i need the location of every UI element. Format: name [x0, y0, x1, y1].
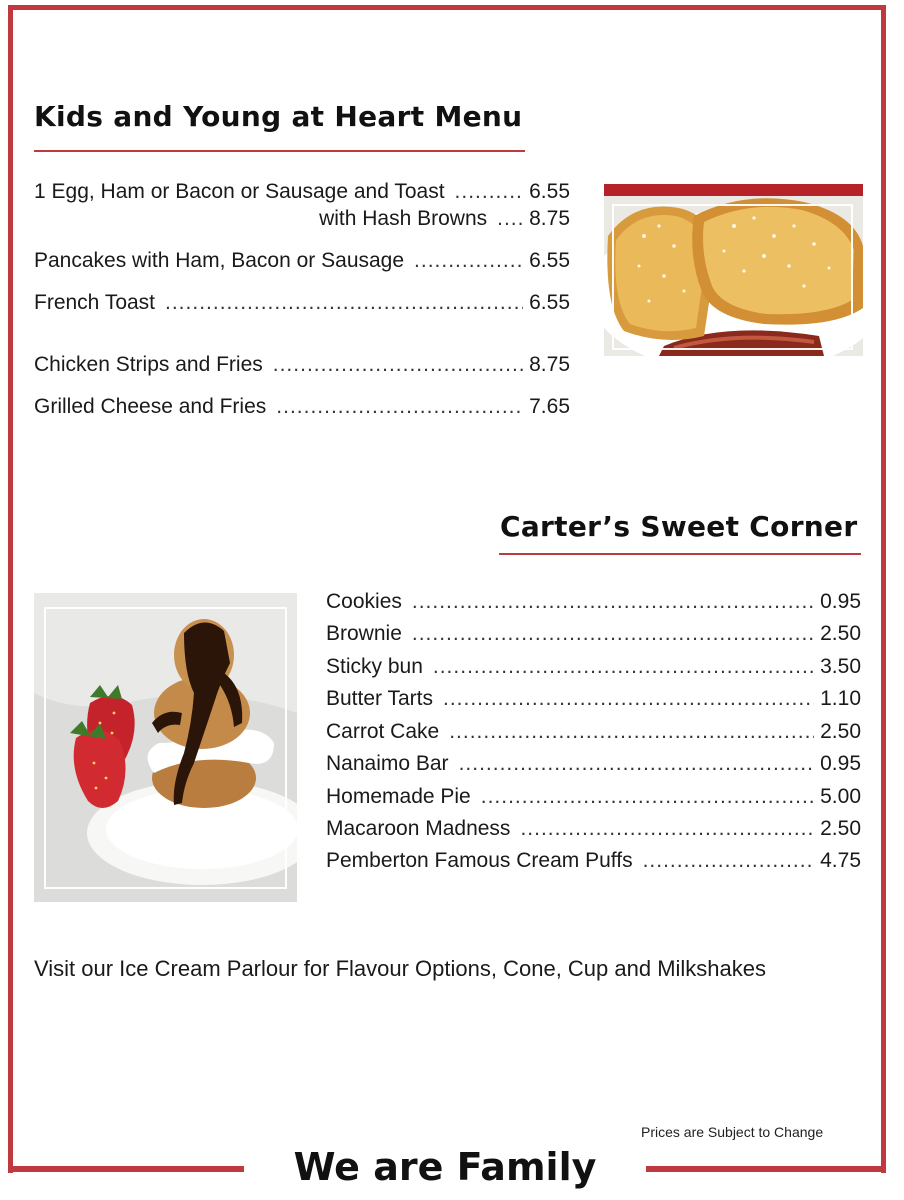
menu-item: [326, 784, 861, 810]
border-bottom-left: [8, 1166, 244, 1172]
item-name: 1 Egg, Ham or Bacon or Sausage and Toast: [34, 180, 445, 203]
kids-menu-underline: [34, 150, 525, 152]
menu-item: [34, 352, 570, 378]
dot-leader: [455, 179, 524, 205]
item-name: Pancakes with Ham, Bacon or Sausage: [34, 249, 405, 272]
item-price: 0.95: [820, 590, 861, 613]
sweet-corner-underline: [499, 553, 861, 555]
item-name: Sticky bun: [326, 655, 423, 678]
sweet-corner-title: Carter’s Sweet Corner: [500, 510, 858, 543]
photo-inner-border: [612, 204, 853, 350]
dot-leader: [497, 206, 523, 232]
item-name: Pemberton Famous Cream Puffs: [326, 849, 633, 872]
menu-item: [326, 621, 861, 647]
item-name: Brownie: [326, 622, 402, 645]
prices-disclaimer: Prices are Subject to Change: [641, 1124, 824, 1140]
dot-leader: [414, 248, 523, 274]
item-name: Butter Tarts: [326, 687, 433, 710]
border-bottom-right: [646, 1166, 886, 1172]
border-right: [881, 5, 886, 1173]
menu-item: [34, 248, 570, 274]
item-name: Macaroon Madness: [326, 817, 511, 840]
menu-item: [34, 206, 570, 232]
kids-menu-title: Kids and Young at Heart Menu: [34, 100, 523, 133]
item-name: Cookies: [326, 590, 402, 613]
menu-item: [34, 179, 570, 205]
item-price: 8.75: [529, 353, 570, 376]
item-price: 6.55: [529, 180, 570, 203]
cream-puffs-photo: [34, 593, 297, 902]
item-price: 4.75: [820, 849, 861, 872]
item-price: 2.50: [820, 720, 861, 743]
menu-item: [326, 848, 861, 874]
item-price: 0.95: [820, 752, 861, 775]
menu-item: [34, 290, 570, 316]
item-price: 7.65: [529, 395, 570, 418]
menu-item: [326, 719, 861, 745]
menu-item: [326, 751, 861, 777]
menu-item: [326, 589, 861, 615]
menu-item: [34, 394, 570, 420]
item-price: 6.55: [529, 249, 570, 272]
item-name: Nanaimo Bar: [326, 752, 449, 775]
dot-leader: [433, 654, 814, 680]
menu-item: [326, 686, 861, 712]
item-name: Chicken Strips and Fries: [34, 353, 263, 376]
border-left: [8, 5, 13, 1173]
item-name: Grilled Cheese and Fries: [34, 395, 267, 418]
item-price: 3.50: [820, 655, 861, 678]
item-price: 5.00: [820, 785, 861, 808]
dot-leader: [643, 848, 815, 874]
item-name: Carrot Cake: [326, 720, 440, 743]
dot-leader: [412, 621, 814, 647]
item-price: 8.75: [529, 207, 570, 230]
item-name: French Toast: [34, 291, 156, 314]
dot-leader: [520, 816, 814, 842]
menu-item: [326, 816, 861, 842]
item-price: 6.55: [529, 291, 570, 314]
dot-leader: [165, 290, 523, 316]
dot-leader: [276, 394, 523, 420]
tagline: We are Family: [293, 1145, 597, 1189]
dot-leader: [273, 352, 523, 378]
dot-leader: [449, 719, 814, 745]
item-price: 1.10: [820, 687, 861, 710]
photo-inner-border: [44, 607, 287, 889]
dot-leader: [412, 589, 814, 615]
ice-cream-note: Visit our Ice Cream Parlour for Flavour Options, Cone, Cup and Milkshakes: [34, 956, 767, 981]
item-name: Homemade Pie: [326, 785, 471, 808]
item-price: 2.50: [820, 817, 861, 840]
item-price: 2.50: [820, 622, 861, 645]
item-name: with Hash Browns: [319, 207, 488, 230]
dot-leader: [459, 751, 815, 777]
menu-item: [326, 654, 861, 680]
dot-leader: [481, 784, 814, 810]
french-toast-photo: [604, 184, 863, 356]
border-top: [8, 5, 886, 10]
dot-leader: [443, 686, 814, 712]
